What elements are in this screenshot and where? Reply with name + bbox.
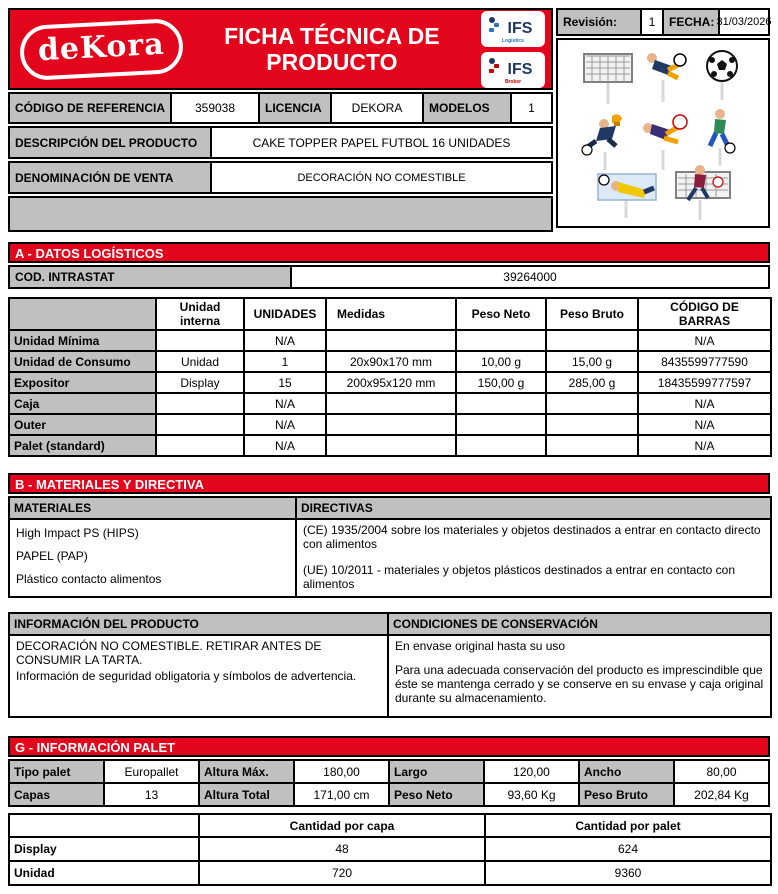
revision-label: Revisión: [556,8,642,36]
descripcion-value: CAKE TOPPER PAPEL FUTBOL 16 UNIDADES [210,126,553,159]
ifs-dots-icon [488,17,500,33]
topper-player-bicycle-kick-icon [647,53,686,78]
denominacion-value: DECORACIÓN NO COMESTIBLE [210,161,553,194]
cantidad-palet-header: Cantidad por palet [485,814,771,837]
directivas-header: DIRECTIVAS [296,497,771,519]
codigo-referencia-label: CÓDIGO DE REFERENCIA [8,92,172,124]
ifs-logistics-label: Logistics [502,37,524,44]
pallet-quantity-header-row [9,814,771,837]
descripcion-label: DESCRIPCIÓN DEL PRODUCTO [8,126,212,159]
conservacion-cell [388,635,771,717]
denominacion-label: DENOMINACIÓN DE VENTA [8,161,212,194]
topper-player-overhead-kick-icon [643,115,687,142]
logistics-header-unidad-interna: Unidad interna [156,298,244,330]
info-table [8,612,772,718]
revision-row [556,8,770,36]
info-producto-line: DECORACIÓN NO COMESTIBLE. RETIRAR ANTES DE CONSUMIR LA TARTA. [16,639,322,667]
section-a-header: A - DATOS LOGÍSTICOS [8,242,770,263]
row-label: Expositor [9,372,156,393]
topper-player-running-icon [710,109,735,153]
row-label: Unidad [9,861,199,885]
logistics-header-row [9,298,771,330]
fecha-value: 31/03/2026 [718,8,770,36]
topper-goal-keeper-icon [676,165,730,200]
page-title: FICHA TÉCNICA DE PRODUCTO [224,22,440,75]
materiales-header: MATERIALES [9,497,296,519]
ifs-logistics-logo [481,11,545,47]
table-row: Expositor Display 15 200x95x120 mm 150,00 g 285,00 g 18435599777597 [9,372,771,393]
ifs-logo-text: IFS [507,60,533,78]
topper-goalkeeper-diving-icon [598,174,656,200]
pallet-info-table [8,759,770,807]
info-producto-line: Información de seguridad obligatoria y símbolos de advertencia. [16,669,357,683]
table-row: Unidad Mínima N/A N/A [9,330,771,351]
row-label: Caja [9,393,156,414]
pallet-qty-blank-header [9,814,199,837]
table-row: Outer N/A N/A [9,414,771,435]
modelos-value: 1 [510,92,553,124]
modelos-label: MODELOS [422,92,512,124]
material-item: High Impact PS (HIPS) [16,526,139,540]
intrastat-row [8,265,770,289]
ifs-broker-label: Broker [504,78,522,85]
logistics-header-peso-neto: Peso Neto [456,298,546,330]
ifs-dots-icon [488,58,500,74]
table-row: Unidad 720 9360 [9,861,771,885]
top-area [8,8,770,232]
material-item: Plástico contacto alimentos [16,572,162,586]
cantidad-capa-header: Cantidad por capa [199,814,485,837]
table-row: Caja N/A N/A [9,393,771,414]
logistics-header-medidas: Medidas [326,298,456,330]
conservacion-header: CONDICIONES DE CONSERVACIÓN [388,613,771,635]
topper-player-trophy-icon [582,114,622,155]
row-label: Palet (standard) [9,435,156,456]
directiva-item: (UE) 10/2011 - materiales y objetos plásticos destinados a entrar en contacto con alimentos [303,563,736,591]
licencia-label: LICENCIA [258,92,332,124]
revision-value: 1 [640,8,664,36]
dekora-logo-text: deKora [37,26,166,68]
conservacion-line: En envase original hasta su uso [395,639,566,653]
row-label: Unidad Mínima [9,330,156,351]
material-item: PAPEL (PAP) [16,549,88,563]
intrastat-value: 39264000 [290,265,770,289]
row-label: Outer [9,414,156,435]
codigo-referencia-value: 359038 [170,92,260,124]
descripcion-row [8,126,553,159]
directiva-item: (CE) 1935/2004 sobre los materiales y objetos destinados a entrar en contacto directo con alimentos [303,523,761,551]
table-row: Display 48 624 [9,837,771,861]
conservacion-line: Para una adecuada conservación del producto es imprescindible que éste se mantenga cerrado y se conserve en su envase y caja original durante su almacenamiento. [395,663,764,705]
table-row: Unidad de Consumo Unidad 1 20x90x170 mm 10,00 g 15,00 g 8435599777590 [9,351,771,372]
materiales-cell [9,519,296,597]
section-b-header: B - MATERIALES Y DIRECTIVA [8,473,770,494]
denominacion-row [8,161,553,194]
section-g-header: G - INFORMACIÓN PALET [8,736,770,757]
licencia-value: DEKORA [330,92,424,124]
reference-row [8,92,553,124]
table-row: Capas 13 Altura Total 171,00 cm Peso Neto 93,60 Kg Peso Bruto 202,84 Kg [9,783,769,806]
pallet-quantity-table [8,813,772,886]
logistics-header-codigo-barras: CÓDIGO DE BARRAS [638,298,771,330]
logistics-header-unidades: UNIDADES [244,298,326,330]
row-label: Display [9,837,199,861]
intrastat-label: COD. INTRASTAT [8,265,292,289]
logistics-table [8,297,772,457]
directivas-cell [296,519,771,597]
topper-soccer-ball-icon [707,51,737,81]
materials-table [8,496,772,598]
table-row: Palet (standard) N/A N/A [9,435,771,456]
topper-goal-icon [584,54,632,82]
ifs-logo-text: IFS [507,19,533,37]
dekora-logo [19,17,184,80]
cake-toppers-image [560,42,766,224]
info-producto-header: INFORMACIÓN DEL PRODUCTO [9,613,388,635]
logistics-header-blank [9,298,156,330]
ifs-broker-logo [481,52,545,88]
empty-gray-row [8,196,553,232]
logistics-header-peso-bruto: Peso Bruto [546,298,638,330]
brand-band [8,8,553,90]
product-photo [556,38,770,228]
info-producto-cell [9,635,388,717]
table-row: Tipo palet Europallet Altura Máx. 180,00 Largo 120,00 Ancho 80,00 [9,760,769,783]
fecha-label: FECHA: [662,8,720,36]
row-label: Unidad de Consumo [9,351,156,372]
